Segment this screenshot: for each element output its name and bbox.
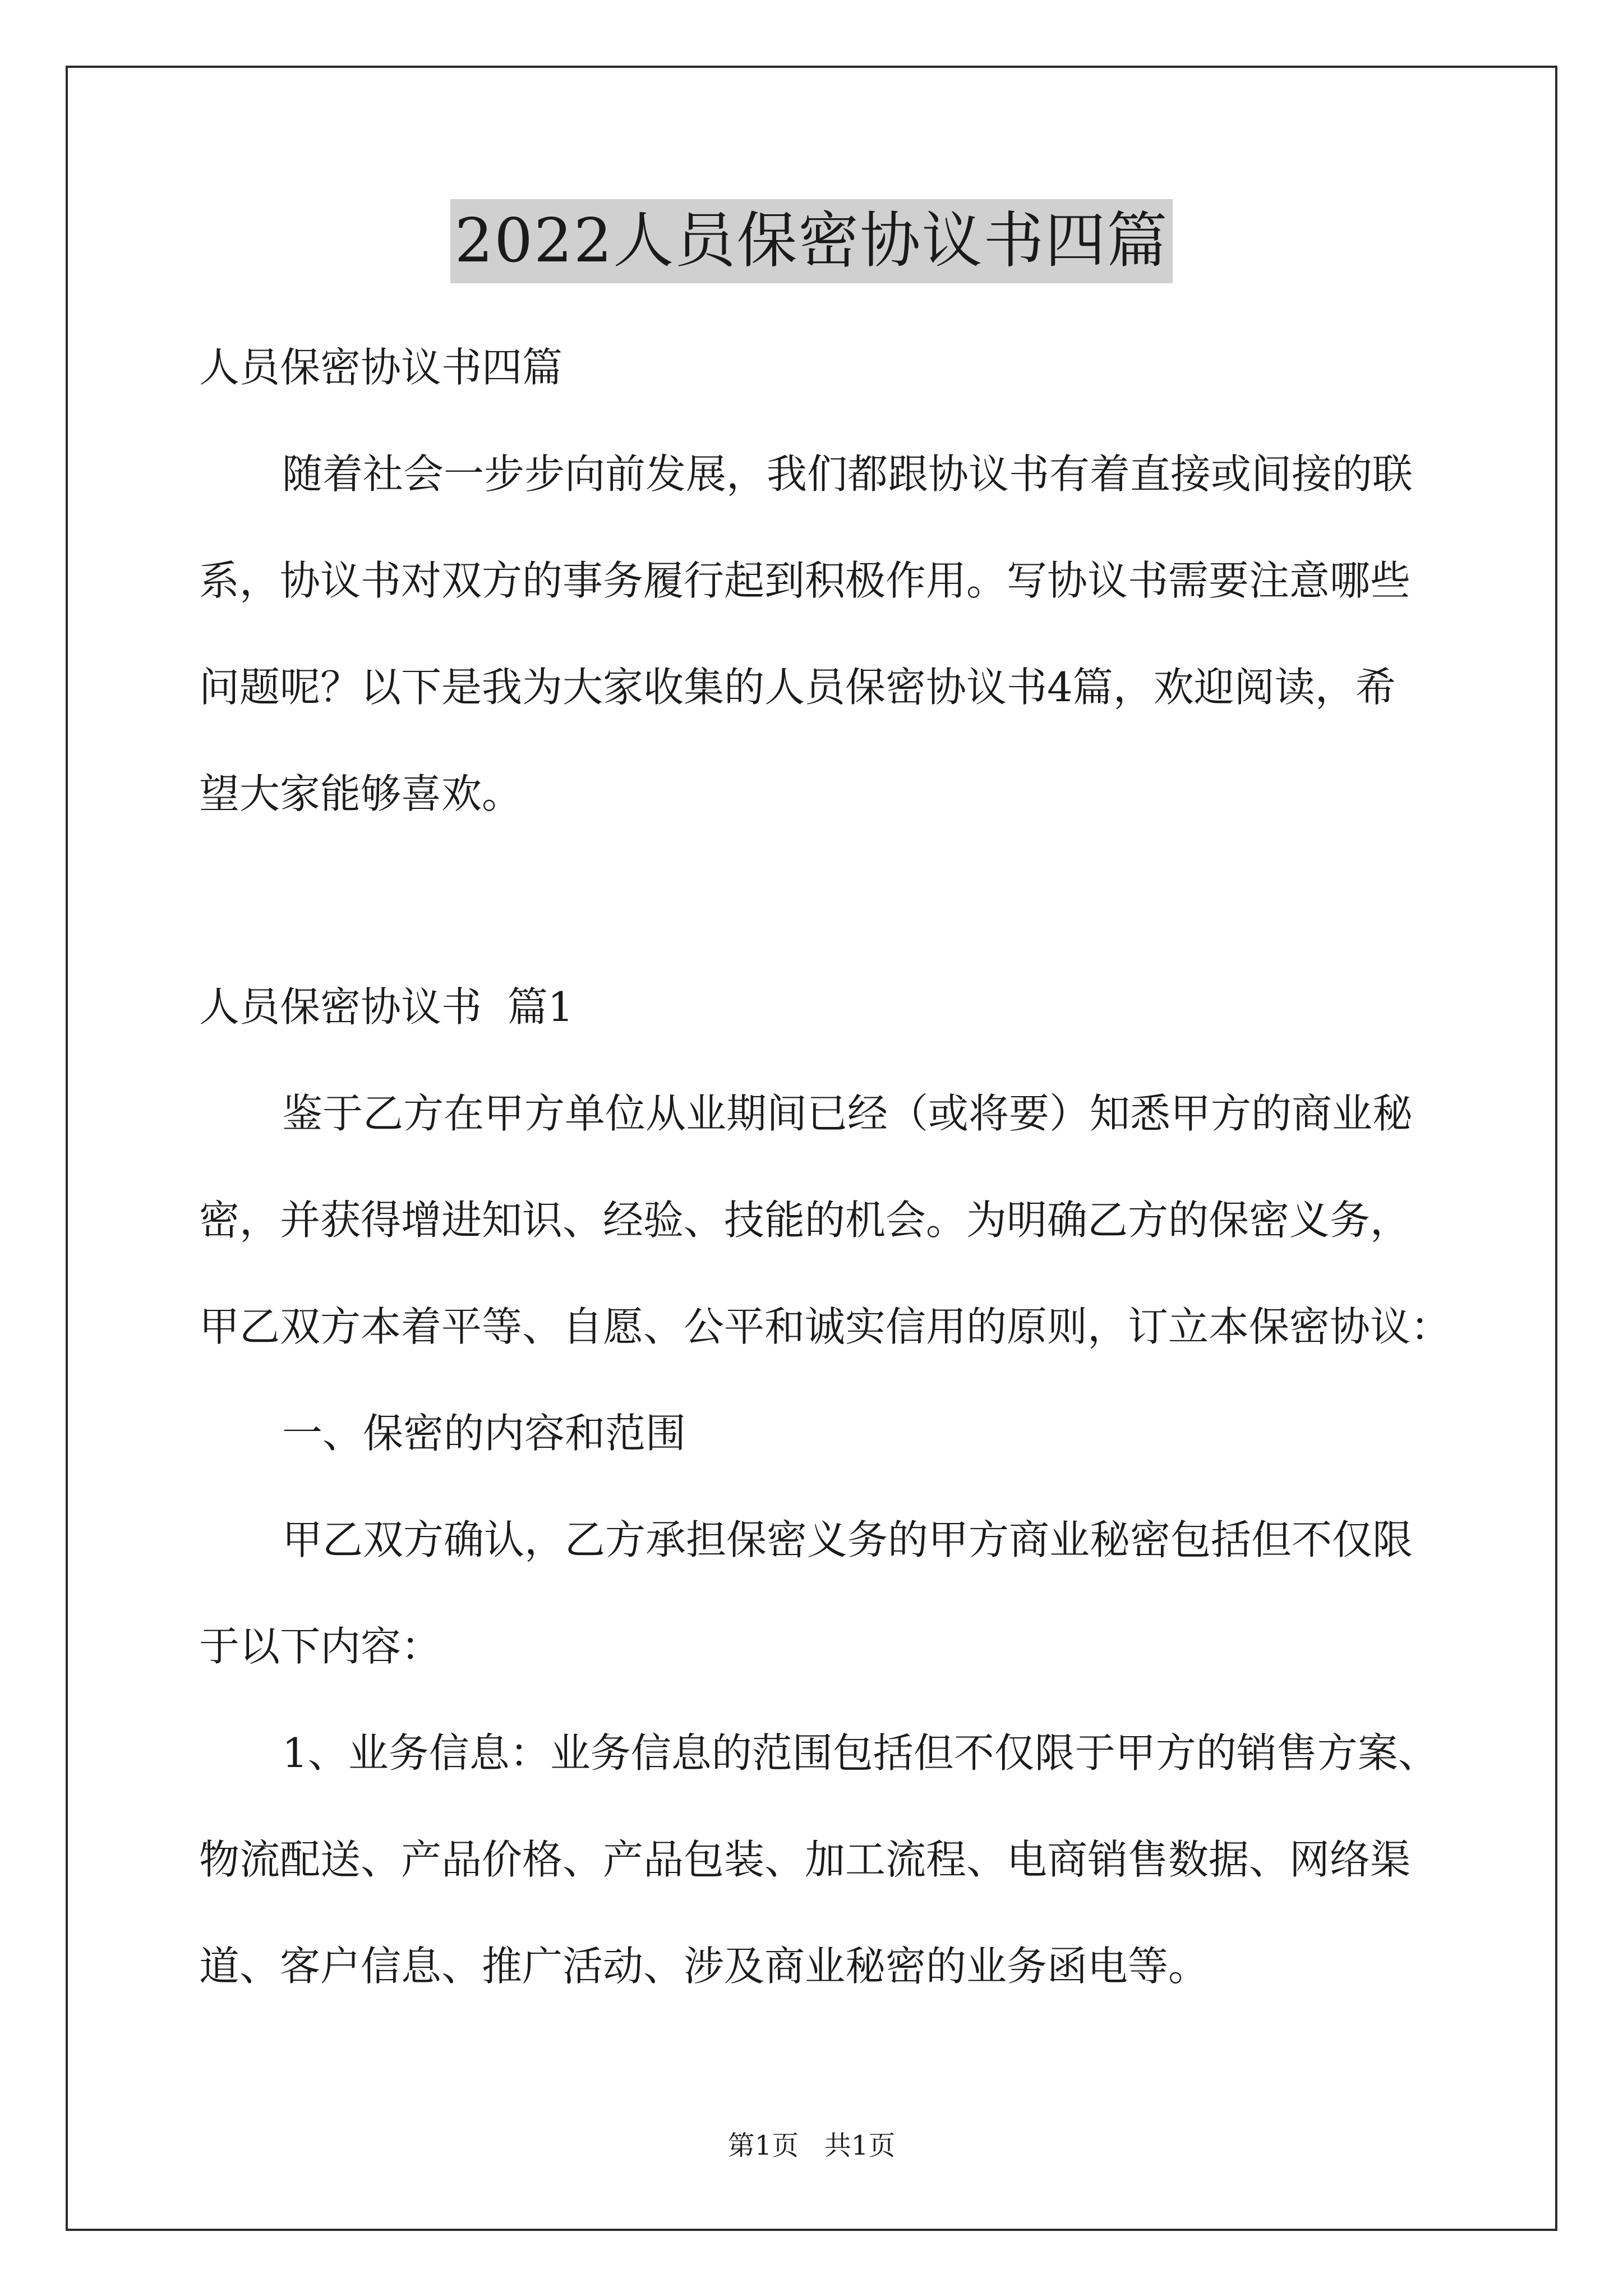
clause-heading: 一、保密的内容和范围 [282,1410,686,1457]
intro-line: 望大家能够喜欢。 [199,770,523,817]
intro-line: 随着社会一步步向前发展，我们都跟协议书有着直接或间接的联 [282,450,1413,498]
intro-line: 问题呢？以下是我为大家收集的人员保密协议书4篇，欢迎阅读，希 [199,664,1396,711]
document-title: 2022人员保密协议书四篇 [450,199,1173,283]
paragraph-line: 密，并获得增进知识、经验、技能的机会。为明确乙方的保密义务， [199,1197,1411,1244]
page-footer [0,2126,1623,2165]
paragraph-line: 甲乙双方确认，乙方承担保密义务的甲方商业秘密包括但不仅限 [282,1516,1413,1563]
document-heading: 人员保密协议书四篇 [199,344,563,391]
paragraph-line: 道、客户信息、推广活动、涉及商业秘密的业务函电等。 [199,1943,1209,1990]
paragraph-line: 甲乙双方本着平等、自愿、公平和诚实信用的原则，订立本保密协议： [199,1303,1451,1350]
intro-line: 系，协议书对双方的事务履行起到积极作用。写协议书需要注意哪些 [199,557,1411,604]
paragraph-line: 于以下内容： [199,1623,442,1670]
section-spacer [199,847,1461,954]
paragraph-line: 物流配送、产品价格、产品包装、加工流程、电商销售数据、网络渠 [199,1836,1411,1883]
paragraph-line: 鉴于乙方在甲方单位从业期间已经（或将要）知悉甲方的商业秘 [282,1090,1413,1137]
section-heading: 人员保密协议书 篇1 [199,983,574,1030]
title-container [0,199,1623,283]
document-body [199,314,1461,2019]
page-number: 第1页 共1页 [727,2130,896,2161]
paragraph-line: 1、业务信息：业务信息的范围包括但不仅限于甲方的销售方案、 [282,1729,1438,1777]
